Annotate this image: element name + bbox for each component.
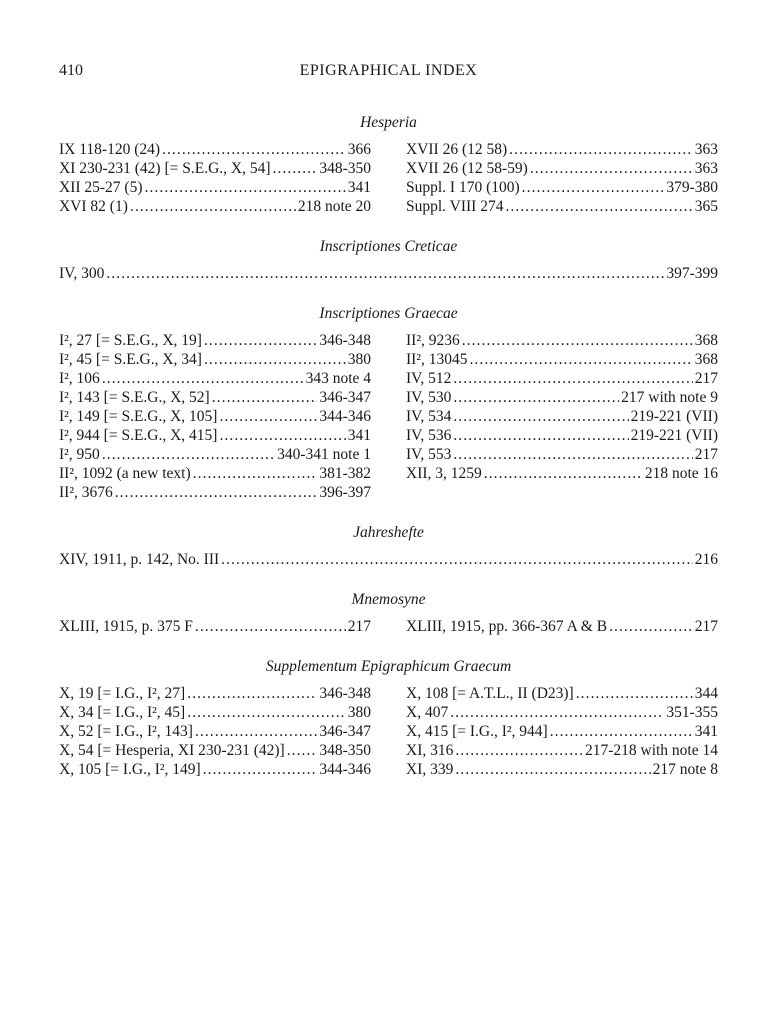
- leader-dots: [219, 426, 345, 445]
- entry-reference: IV, 553: [406, 446, 452, 463]
- leader-dots: [522, 178, 665, 197]
- leader-dots: [273, 159, 318, 178]
- entry-pages: 216: [694, 551, 718, 568]
- index-entry: [59, 331, 371, 350]
- section-jahreshefte: [59, 524, 718, 569]
- entry-reference: II², 3676: [59, 484, 113, 501]
- entry-pages: 217 note 8: [652, 761, 718, 778]
- leader-dots: [203, 760, 318, 779]
- entry-reference: IV, 512: [406, 370, 452, 387]
- entry-pages: 341: [694, 723, 718, 740]
- leader-dots: [609, 617, 693, 636]
- entry-reference: X, 19 [= I.G., I², 27]: [59, 685, 186, 702]
- leader-dots: [455, 741, 583, 760]
- entry-reference: I², 106: [59, 370, 100, 387]
- entry-reference: XI, 339: [406, 761, 454, 778]
- index-entry: [59, 369, 371, 388]
- entry-pages: 341: [347, 427, 371, 444]
- entry-pages: 346-348: [319, 332, 371, 349]
- leader-dots: [576, 684, 693, 703]
- entry-reference: IV, 530: [406, 389, 452, 406]
- entry-reference: XLIII, 1915, pp. 366-367 A & B: [406, 618, 608, 635]
- leader-dots: [187, 703, 346, 722]
- entry-pages: 363: [694, 160, 718, 177]
- entry-reference: XI 230-231 (42) [= S.E.G., X, 54]: [59, 160, 271, 177]
- leader-dots: [453, 388, 619, 407]
- index-entry: [59, 445, 371, 464]
- right-column: [406, 331, 718, 502]
- leader-dots: [453, 369, 692, 388]
- left-column: [59, 140, 371, 216]
- entry-reference: I², 45 [= S.E.G., X, 34]: [59, 351, 202, 368]
- index-entry: [59, 159, 371, 178]
- page-header: [59, 62, 718, 84]
- leader-dots: [450, 703, 664, 722]
- index-entry: [59, 760, 371, 779]
- entry-reference: X, 407: [406, 704, 449, 721]
- section-hesperia: [59, 114, 718, 216]
- entry-reference: I², 27 [= S.E.G., X, 19]: [59, 332, 202, 349]
- leader-dots: [102, 445, 275, 464]
- entry-pages: 348-350: [319, 160, 371, 177]
- index-entry: [406, 197, 718, 216]
- entry-reference: IV, 300: [59, 265, 105, 282]
- index-entry: [406, 464, 718, 483]
- entry-pages: 219-221 (VII): [630, 427, 718, 444]
- index-entry: [406, 741, 718, 760]
- index-entry: [406, 703, 718, 722]
- leader-dots: [453, 426, 628, 445]
- index-entry: [59, 140, 371, 159]
- entry-reference: X, 52 [= I.G., I², 143]: [59, 723, 193, 740]
- left-column: [59, 617, 371, 636]
- entry-pages: 380: [347, 704, 371, 721]
- index-entry: [406, 760, 718, 779]
- leader-dots: [453, 445, 692, 464]
- index-entry: [59, 483, 371, 502]
- leader-dots: [193, 464, 318, 483]
- index-entry: [59, 703, 371, 722]
- entry-pages: 217: [694, 370, 718, 387]
- index-entry: [406, 722, 718, 741]
- index-entry: [406, 331, 718, 350]
- entry-reference: X, 105 [= I.G., I², 149]: [59, 761, 201, 778]
- running-title: EPIGRAPHICAL INDEX: [299, 62, 478, 79]
- leader-dots: [219, 407, 317, 426]
- entry-pages: 340-341 note 1: [277, 446, 371, 463]
- index-entry: [59, 264, 718, 283]
- entry-pages: 346-348: [319, 685, 371, 702]
- leader-dots: [187, 684, 317, 703]
- leader-dots: [204, 350, 346, 369]
- entry-reference: X, 108 [= A.T.L., II (D23)]: [406, 685, 574, 702]
- section-inscriptiones-creticae: [59, 238, 718, 283]
- entry-reference: I², 950: [59, 446, 100, 463]
- entry-reference: II², 1092 (a new text): [59, 465, 191, 482]
- section-title: Inscriptiones Creticae: [319, 238, 458, 255]
- entry-pages: 346-347: [319, 389, 371, 406]
- entry-reference: XII, 3, 1259: [406, 465, 482, 482]
- index-entry: [59, 350, 371, 369]
- entry-reference: X, 34 [= I.G., I², 45]: [59, 704, 186, 721]
- left-column: [59, 684, 371, 779]
- entry-pages: 219-221 (VII): [630, 408, 718, 425]
- entry-pages: 396-397: [319, 484, 371, 501]
- entry-reference: XVII 26 (12 58): [406, 141, 508, 158]
- entry-pages: 217: [694, 446, 718, 463]
- section-inscriptiones-graecae: [59, 305, 718, 502]
- leader-dots: [462, 331, 693, 350]
- entry-reference: IX 118-120 (24): [59, 141, 161, 158]
- index-entry: [406, 426, 718, 445]
- entry-pages: 368: [694, 351, 718, 368]
- entry-pages: 344: [694, 685, 718, 702]
- leader-dots: [130, 197, 296, 216]
- leader-dots: [204, 331, 317, 350]
- entry-reference: XII 25-27 (5): [59, 179, 143, 196]
- section-mnemosyne: [59, 591, 718, 636]
- leader-dots: [287, 741, 318, 760]
- index-entry: [406, 684, 718, 703]
- section-title: Mnemosyne: [351, 591, 426, 608]
- index-entry: [59, 388, 371, 407]
- section-title: Hesperia: [360, 114, 417, 131]
- entry-reference: Suppl. VIII 274: [406, 198, 504, 215]
- index-entry: [59, 617, 371, 636]
- index-entry: [406, 350, 718, 369]
- right-column: [406, 617, 718, 636]
- leader-dots: [162, 140, 346, 159]
- entry-pages: 363: [694, 141, 718, 158]
- leader-dots: [106, 264, 664, 283]
- entry-reference: IV, 534: [406, 408, 452, 425]
- index-entry: [59, 741, 371, 760]
- entry-pages: 381-382: [319, 465, 371, 482]
- section-title: Jahreshefte: [353, 524, 424, 541]
- section-supplementum-epigraphicum-graecum: [59, 658, 718, 779]
- leader-dots: [550, 722, 693, 741]
- index-entry: [406, 140, 718, 159]
- entry-pages: 397-399: [666, 265, 718, 282]
- leader-dots: [145, 178, 346, 197]
- entry-pages: 218 note 20: [297, 198, 371, 215]
- leader-dots: [469, 350, 692, 369]
- entry-pages: 348-350: [319, 742, 371, 759]
- leader-dots: [195, 617, 346, 636]
- page-number: 410: [59, 62, 83, 79]
- entry-reference: II², 13045: [406, 351, 468, 368]
- leader-dots: [212, 388, 318, 407]
- entry-pages: 217: [347, 618, 371, 635]
- leader-dots: [115, 483, 318, 502]
- index-entry: [406, 388, 718, 407]
- entry-pages: 217-218 with note 14: [584, 742, 718, 759]
- index-entry: [59, 550, 718, 569]
- entry-reference: XVI 82 (1): [59, 198, 128, 215]
- entry-pages: 368: [694, 332, 718, 349]
- leader-dots: [505, 197, 692, 216]
- entry-reference: XIV, 1911, p. 142, No. III: [59, 551, 220, 568]
- leader-dots: [102, 369, 304, 388]
- entry-pages: 343 note 4: [305, 370, 371, 387]
- leader-dots: [509, 140, 693, 159]
- entry-pages: 217 with note 9: [621, 389, 718, 406]
- right-column: [406, 684, 718, 779]
- index-entry: [59, 464, 371, 483]
- entry-pages: 218 note 16: [644, 465, 718, 482]
- entry-reference: I², 143 [= S.E.G., X, 52]: [59, 389, 210, 406]
- entry-reference: Suppl. I 170 (100): [406, 179, 520, 196]
- entry-reference: I², 149 [= S.E.G., X, 105]: [59, 408, 218, 425]
- entry-pages: 366: [347, 141, 371, 158]
- section-title: Inscriptiones Graecae: [319, 305, 458, 322]
- leader-dots: [530, 159, 693, 178]
- entry-reference: X, 415 [= I.G., I², 944]: [406, 723, 548, 740]
- index-entry: [59, 684, 371, 703]
- entry-pages: 341: [347, 179, 371, 196]
- section-title: Supplementum Epigraphicum Graecum: [265, 658, 512, 675]
- index-entry: [59, 178, 371, 197]
- entry-pages: 380: [347, 351, 371, 368]
- entry-reference: XLIII, 1915, p. 375 F: [59, 618, 193, 635]
- index-entry: [406, 445, 718, 464]
- right-column: [406, 140, 718, 216]
- leader-dots: [221, 550, 693, 569]
- leader-dots: [195, 722, 317, 741]
- index-entry: [406, 178, 718, 197]
- index-entry: [59, 197, 371, 216]
- entry-reference: II², 9236: [406, 332, 460, 349]
- entry-pages: 379-380: [666, 179, 718, 196]
- entry-pages: 365: [694, 198, 718, 215]
- entry-pages: 344-346: [319, 408, 371, 425]
- index-page: [59, 62, 718, 779]
- entry-pages: 217: [694, 618, 718, 635]
- index-entry: [59, 407, 371, 426]
- entry-pages: 346-347: [319, 723, 371, 740]
- index-entry: [406, 369, 718, 388]
- index-entry: [406, 407, 718, 426]
- index-entry: [59, 722, 371, 741]
- left-column: [59, 331, 371, 502]
- index-entry: [59, 426, 371, 445]
- leader-dots: [484, 464, 643, 483]
- index-entry: [406, 159, 718, 178]
- index-entry: [406, 617, 718, 636]
- entry-reference: I², 944 [= S.E.G., X, 415]: [59, 427, 218, 444]
- entry-pages: 351-355: [666, 704, 718, 721]
- entry-pages: 344-346: [319, 761, 371, 778]
- entry-reference: XI, 316: [406, 742, 454, 759]
- leader-dots: [453, 407, 628, 426]
- entry-reference: X, 54 [= Hesperia, XI 230-231 (42)]: [59, 742, 285, 759]
- entry-reference: IV, 536: [406, 427, 452, 444]
- leader-dots: [455, 760, 650, 779]
- entry-reference: XVII 26 (12 58-59): [406, 160, 528, 177]
